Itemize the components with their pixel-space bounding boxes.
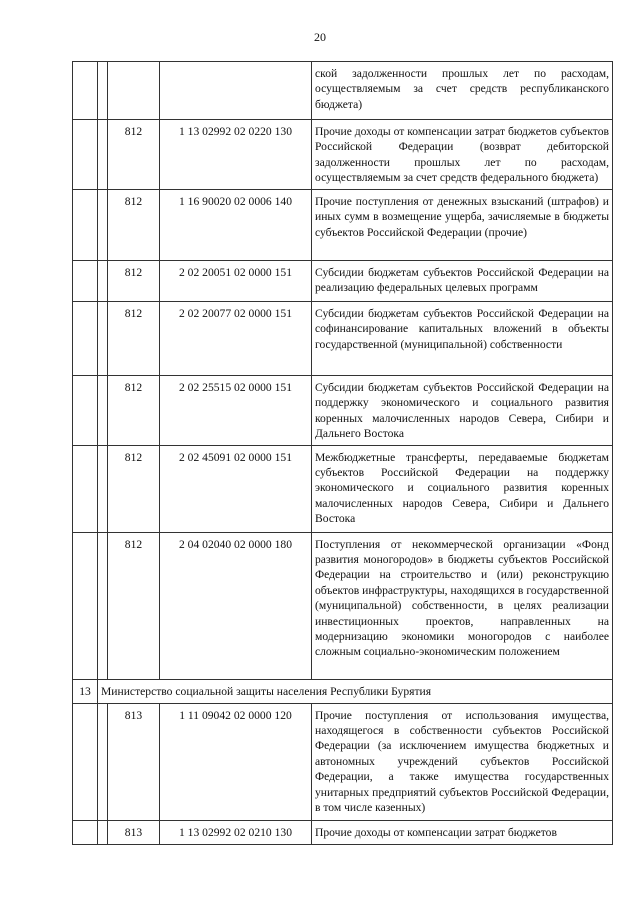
- table-row: [73, 302, 613, 376]
- spacer-cell: [98, 62, 108, 120]
- row-number-cell: [73, 376, 98, 446]
- revenue-code-cell: 2 02 20051 02 0000 151: [160, 261, 312, 302]
- admin-code-cell: 812: [108, 190, 160, 261]
- row-number-cell: [73, 703, 98, 820]
- table-row: [73, 703, 613, 820]
- description-cell: Прочие доходы от компенсации затрат бюджетов субъектов Российской Федерации (возврат дебиторской задолженности прошлых лет по расходам, осуществляемым за счет средств федерального бюджета): [312, 120, 613, 190]
- row-number-cell: [73, 532, 98, 679]
- row-number-cell: [73, 120, 98, 190]
- description-cell: ской задолженности прошлых лет по расходам, осуществляемым за счет средств республиканского бюджета): [312, 62, 613, 120]
- description-cell: Субсидии бюджетам субъектов Российской Федерации на поддержку экономического и социального развития коренных малочисленных народов Севера, Сибири и Дальнего Востока: [312, 376, 613, 446]
- revenue-code-cell: 1 11 09042 02 0000 120: [160, 703, 312, 820]
- admin-code-cell: 812: [108, 376, 160, 446]
- row-number-cell: [73, 190, 98, 261]
- revenue-code-cell: 1 13 02992 02 0210 130: [160, 820, 312, 844]
- description-cell: Субсидии бюджетам субъектов Российской Федерации на софинансирование капитальных вложений в объекты государственной (муниципальной) собственности: [312, 302, 613, 376]
- spacer-cell: [98, 820, 108, 844]
- page-number: 20: [314, 30, 326, 44]
- row-number-cell: [73, 820, 98, 844]
- admin-code-cell: 813: [108, 820, 160, 844]
- table-row: [73, 445, 613, 532]
- spacer-cell: [98, 261, 108, 302]
- spacer-cell: [98, 445, 108, 532]
- admin-code-cell: [108, 62, 160, 120]
- admin-code-cell: 812: [108, 445, 160, 532]
- revenue-code-cell: 1 16 90020 02 0006 140: [160, 190, 312, 261]
- spacer-cell: [98, 190, 108, 261]
- admin-code-cell: 812: [108, 302, 160, 376]
- description-cell: Прочие доходы от компенсации затрат бюджетов: [312, 820, 613, 844]
- description-cell: Прочие поступления от использования имущества, находящегося в собственности субъектов Российской Федерации (за исключением имущества бюджетных и автономных учреждений субъектов Российской Федерации, а также имущества государственных унитарных предприятий субъектов Российской Федерации, в том числе казенных): [312, 703, 613, 820]
- row-number-cell: [73, 302, 98, 376]
- section-number-cell: 13: [73, 679, 98, 703]
- admin-code-cell: 812: [108, 261, 160, 302]
- revenue-code-cell: [160, 62, 312, 120]
- section-header-row: [73, 679, 613, 703]
- row-number-cell: [73, 261, 98, 302]
- revenue-code-cell: 2 02 45091 02 0000 151: [160, 445, 312, 532]
- admin-code-cell: 813: [108, 703, 160, 820]
- revenue-code-cell: 1 13 02992 02 0220 130: [160, 120, 312, 190]
- spacer-cell: [98, 532, 108, 679]
- description-cell: Поступления от некоммерческой организации «Фонд развития моногородов» в бюджеты субъектов Российской Федерации на строительство и (или) реконструкцию объектов инфраструктуры, находящихся в государственной (муниципальной) собственности, в целях реализации инвестиционных проектов, направленных на модернизацию экономики моногородов с наиболее сложным социально-экономическим положением: [312, 532, 613, 679]
- table-body: [73, 62, 613, 845]
- revenue-codes-table: [72, 61, 613, 845]
- spacer-cell: [98, 703, 108, 820]
- table-row: [73, 120, 613, 190]
- spacer-cell: [98, 376, 108, 446]
- spacer-cell: [98, 120, 108, 190]
- description-cell: Прочие поступления от денежных взысканий (штрафов) и иных сумм в возмещение ущерба, зачисляемые в бюджеты субъектов Российской Федерации (прочие): [312, 190, 613, 261]
- admin-code-cell: 812: [108, 532, 160, 679]
- description-cell: Межбюджетные трансферты, передаваемые бюджетам субъектов Российской Федерации на поддержку экономического и социального развития коренных малочисленных народов Севера, Сибири и Дальнего Востока: [312, 445, 613, 532]
- admin-code-cell: 812: [108, 120, 160, 190]
- table-row: [73, 820, 613, 844]
- revenue-code-cell: 2 02 20077 02 0000 151: [160, 302, 312, 376]
- description-cell: Субсидии бюджетам субъектов Российской Федерации на реализацию федеральных целевых программ: [312, 261, 613, 302]
- revenue-code-cell: 2 04 02040 02 0000 180: [160, 532, 312, 679]
- table-row: [73, 62, 613, 120]
- revenue-code-cell: 2 02 25515 02 0000 151: [160, 376, 312, 446]
- table-row: [73, 261, 613, 302]
- table-row: [73, 376, 613, 446]
- table-row: [73, 190, 613, 261]
- row-number-cell: [73, 445, 98, 532]
- row-number-cell: [73, 62, 98, 120]
- table-row: [73, 532, 613, 679]
- ministry-name-cell: Министерство социальной защиты населения Республики Бурятия: [98, 679, 613, 703]
- spacer-cell: [98, 302, 108, 376]
